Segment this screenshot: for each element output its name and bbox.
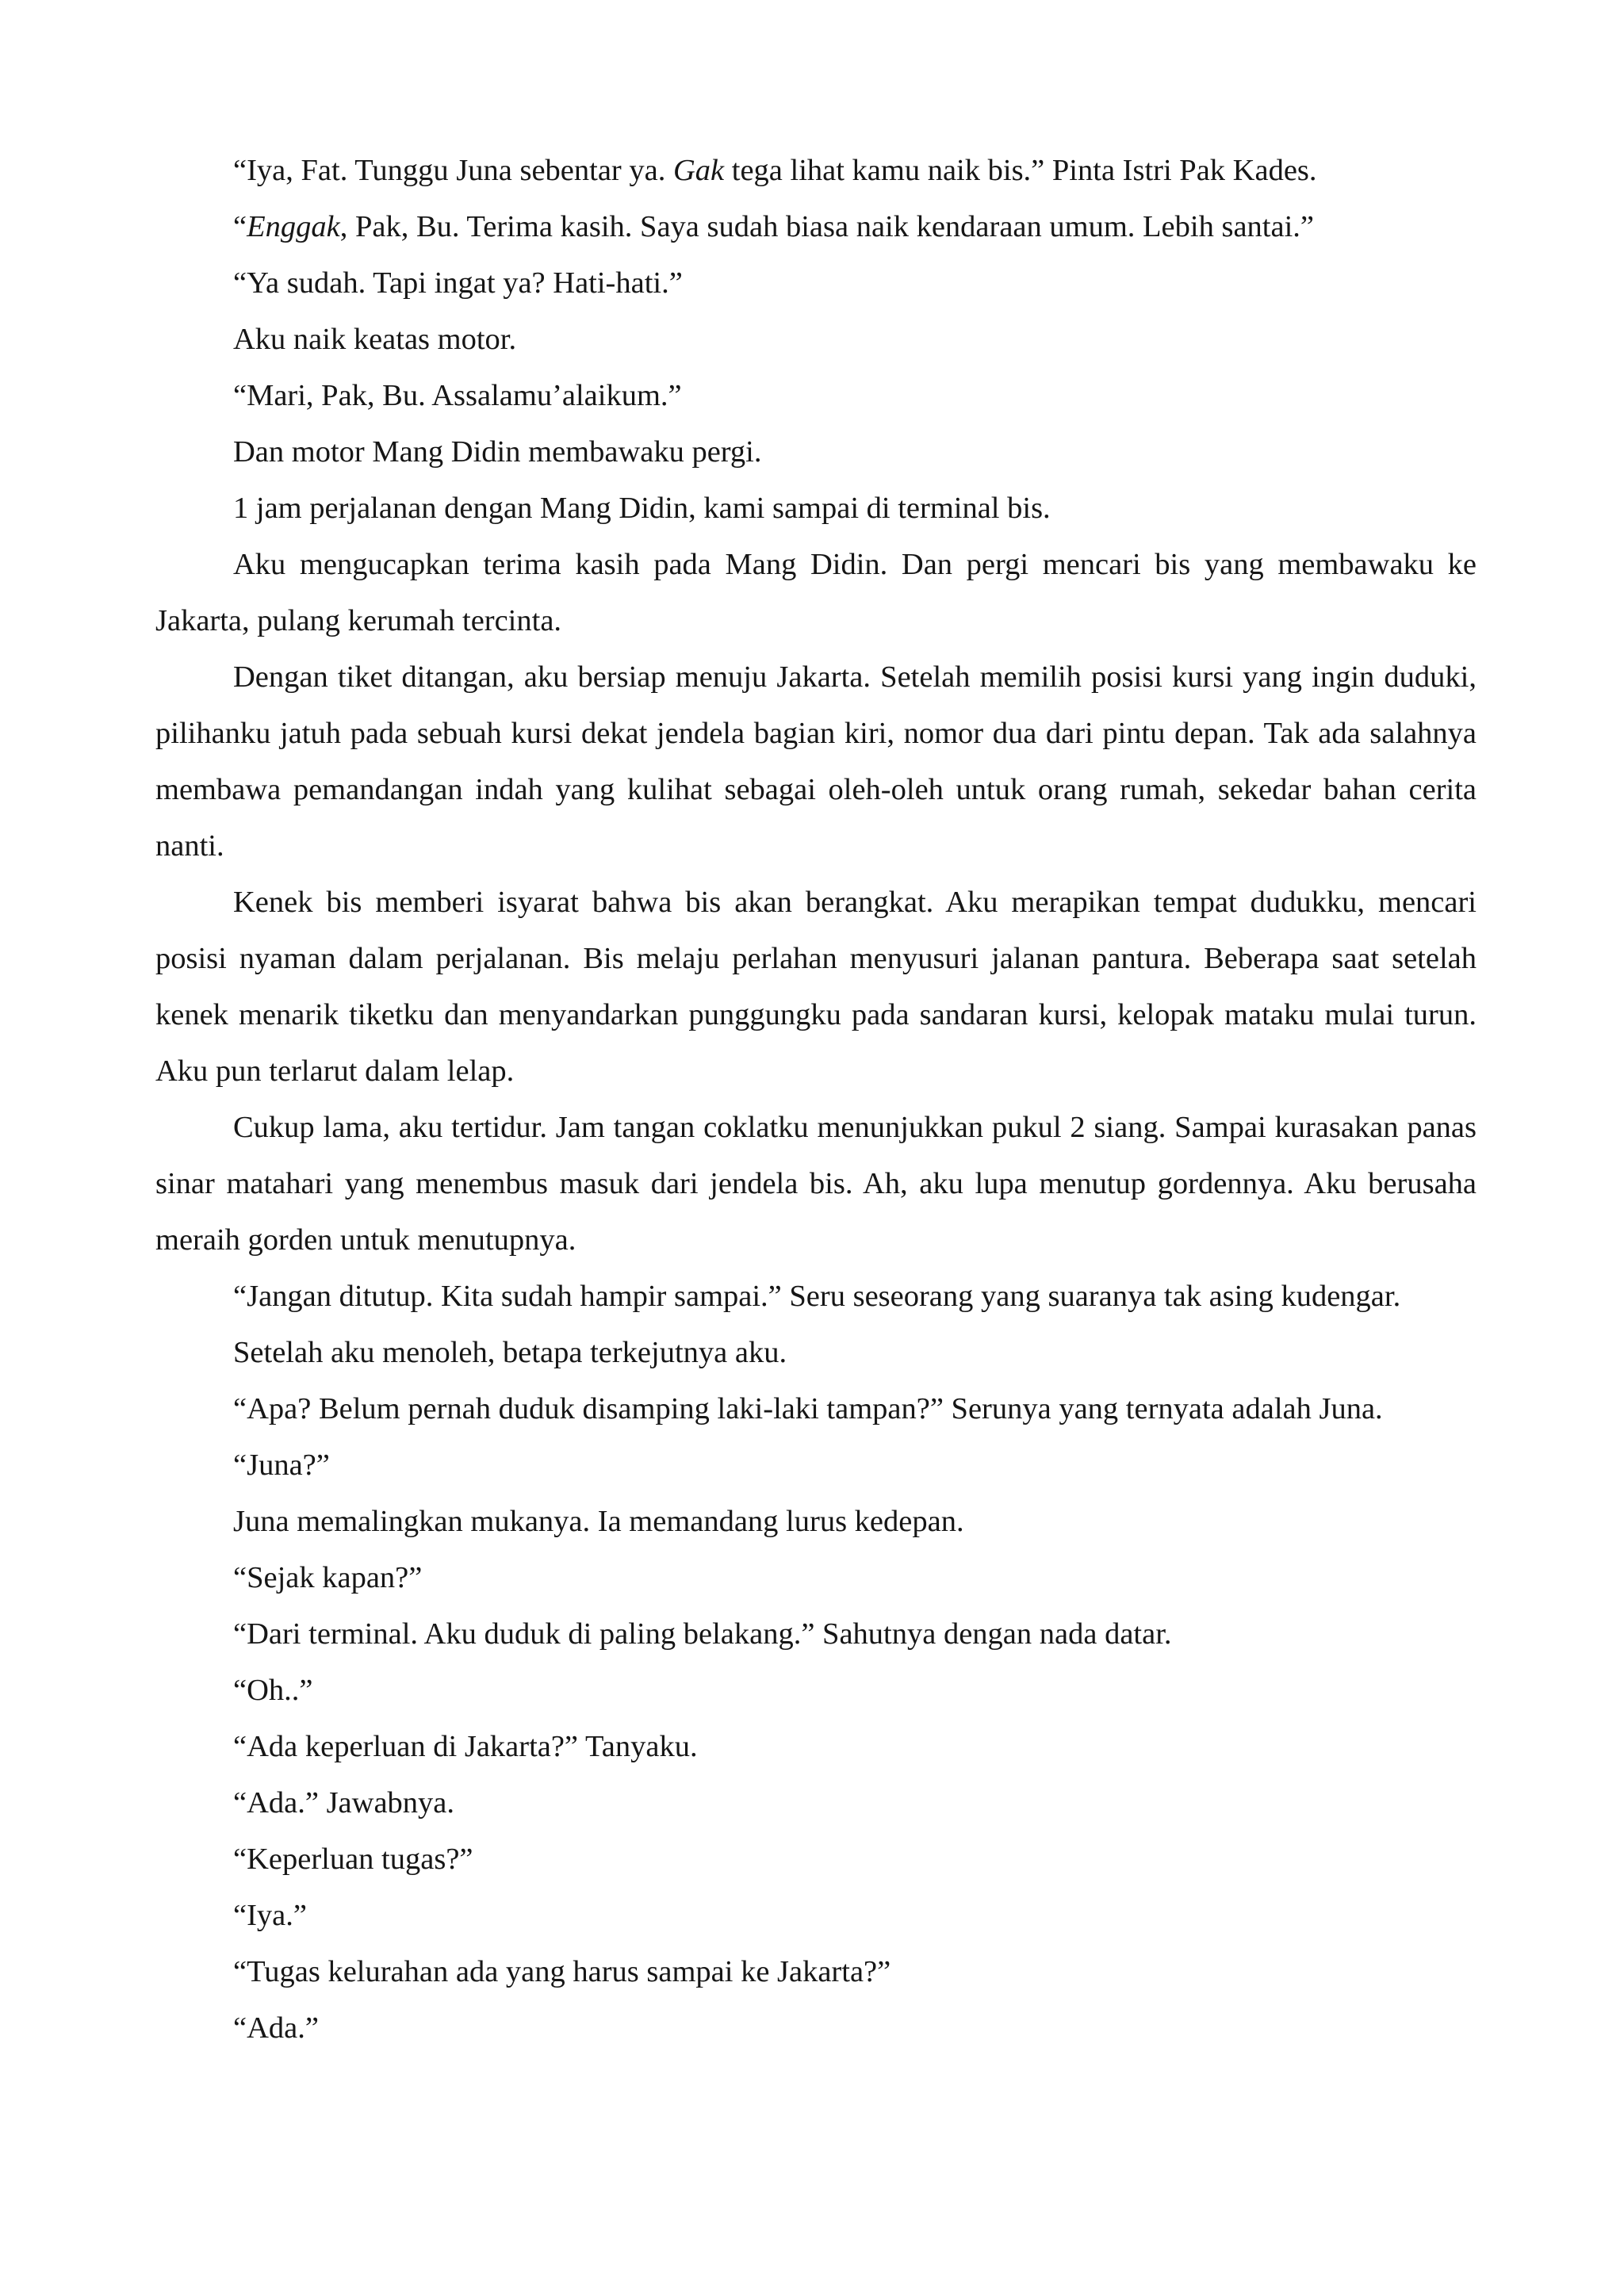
paragraph: Juna memalingkan mukanya. Ia memandang lurus kedepan. xyxy=(233,1505,964,1538)
paragraph: Dan motor Mang Didin membawaku pergi. xyxy=(233,435,762,469)
paragraph: Aku naik keatas motor. xyxy=(233,323,517,356)
paragraph: “Ya sudah. Tapi ingat ya? Hati-hati.” xyxy=(233,266,683,300)
paragraph: “Ada.” Jawabnya. xyxy=(233,1786,454,1820)
paragraph: “Iya.” xyxy=(233,1899,307,1932)
paragraph: “Iya, Fat. Tunggu Juna sebentar ya. Gak tega lihat kamu naik bis.” Pinta Istri Pak Kades. xyxy=(233,154,1317,187)
paragraph: “Keperluan tugas?” xyxy=(233,1843,473,1876)
paragraph: “Enggak, Pak, Bu. Terima kasih. Saya sudah biasa naik kendaraan umum. Lebih santai.” xyxy=(233,210,1314,243)
paragraph: “Dari terminal. Aku duduk di paling belakang.” Sahutnya dengan nada datar. xyxy=(233,1617,1172,1651)
paragraph: “Ada keperluan di Jakarta?” Tanyaku. xyxy=(233,1730,698,1763)
document-page xyxy=(155,143,1477,2057)
paragraph: “Tugas kelurahan ada yang harus sampai ke Jakarta?” xyxy=(233,1955,891,1988)
paragraph: “Sejak kapan?” xyxy=(233,1561,423,1594)
paragraph: Kenek bis memberi isyarat bahwa bis akan berangkat. Aku merapikan tempat dudukku, mencari posisi nyaman dalam perjalanan. Bis melaju perlahan menyusuri jalanan pantura. Beberapa saat setelah kenek menarik tiketku dan menyandarkan punggungku pada sandaran kursi, kelopak mataku mulai turun. Aku pun terlarut dalam lelap. xyxy=(155,886,1477,1088)
paragraph: “Ada.” xyxy=(233,2011,319,2045)
paragraph: Setelah aku menoleh, betapa terkejutnya aku. xyxy=(233,1336,787,1369)
paragraph: “Apa? Belum pernah duduk disamping laki-laki tampan?” Serunya yang ternyata adalah Juna. xyxy=(233,1392,1383,1425)
paragraph: “Mari, Pak, Bu. Assalamu’alaikum.” xyxy=(233,379,682,412)
paragraph: “Jangan ditutup. Kita sudah hampir sampai.” Seru seseorang yang suaranya tak asing kudengar. xyxy=(233,1280,1401,1313)
paragraph: Cukup lama, aku tertidur. Jam tangan coklatku menunjukkan pukul 2 siang. Sampai kurasakan panas sinar matahari yang menembus masuk dari jendela bis. Ah, aku lupa menutup gordennya. Aku berusaha meraih gorden untuk menutupnya. xyxy=(155,1111,1477,1257)
paragraph: “Oh..” xyxy=(233,1674,313,1707)
paragraph: “Juna?” xyxy=(233,1448,330,1482)
paragraph: 1 jam perjalanan dengan Mang Didin, kami sampai di terminal bis. xyxy=(233,492,1051,525)
paragraph: Dengan tiket ditangan, aku bersiap menuju Jakarta. Setelah memilih posisi kursi yang ingin duduki, pilihanku jatuh pada sebuah kursi dekat jendela bagian kiri, nomor dua dari pintu depan. Tak ada salahnya membawa pemandangan indah yang kulihat sebagai oleh-oleh untuk orang rumah, sekedar bahan cerita nanti. xyxy=(155,660,1477,863)
paragraph: Aku mengucapkan terima kasih pada Mang Didin. Dan pergi mencari bis yang membawaku ke Jakarta, pulang kerumah tercinta. xyxy=(155,548,1477,637)
